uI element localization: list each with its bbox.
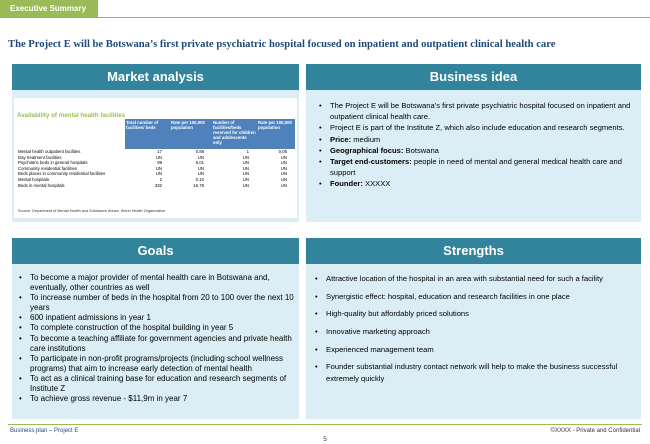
table-cell: UN <box>280 165 287 171</box>
page-headline: The Project E will be Botswana’s first private psychiatric hospital focused on inpatient and outpatient clinical health care <box>8 39 556 50</box>
strengths-list <box>312 273 638 391</box>
item-text: medium <box>353 134 381 144</box>
table-cell: Beds in mental hospitals <box>18 182 65 188</box>
table-cell: UN <box>280 182 287 188</box>
item-text: XXXXX <box>365 179 391 189</box>
table-cell: UN <box>242 182 249 188</box>
table-cell: UN <box>197 171 204 177</box>
list-item: • Innovative marketing approach <box>312 326 638 338</box>
table-cell: 1 <box>246 149 249 154</box>
strengths-title: Strengths <box>306 238 641 264</box>
table-cell: 0.10 <box>195 176 204 182</box>
table-cell: UN <box>197 154 204 160</box>
list-item: • To achieve gross revenue - $11,9m in year 7 <box>16 394 296 404</box>
table-cell: Beds places in community residential facilities <box>18 171 106 177</box>
table-cell: 16.79 <box>193 182 204 188</box>
item-label: Geographical focus: <box>330 145 404 155</box>
table-header-cell: Rate per 100,000 population <box>257 119 295 149</box>
business-idea-list <box>316 100 638 190</box>
business-idea-title: Business idea <box>306 64 641 90</box>
list-item: • Experienced management team <box>312 344 638 356</box>
strengths-panel <box>306 238 641 419</box>
item-label: Founder: <box>330 179 363 189</box>
list-item: • Founder substantial industry contact network will help to make the business successful extremely quickly <box>312 361 638 384</box>
list-item: • To participate in non-profit programs/projects (including school wellness programs) that aim to increase early detection of mental health <box>16 354 296 374</box>
goals-title: Goals <box>12 238 299 264</box>
footer-divider <box>8 424 642 425</box>
table-cell: UN <box>280 154 287 160</box>
list-item: • To act as a clinical training base for education and research segments of Institute Z <box>16 374 296 394</box>
market-analysis-title: Market analysis <box>12 64 299 90</box>
table-cell: UN <box>197 165 204 171</box>
table-cell: 332 <box>154 182 162 188</box>
table-header-row <box>17 119 295 149</box>
table-cell: UN <box>242 171 249 177</box>
mental-health-facilities-table <box>17 119 295 188</box>
table-header-cell: Number of facilities/beds reserved for children and adolescents only <box>212 119 257 149</box>
table-cell: Day treatment facilities <box>18 154 62 160</box>
item-text: people in need of mental and general medical health care and support <box>330 157 622 178</box>
business-idea-panel <box>306 64 641 222</box>
goals-panel <box>12 238 299 419</box>
list-item: • To become a teaching affiliate for government agencies and private health care institutions <box>16 334 296 354</box>
item-label: Price: <box>330 134 352 144</box>
table-cell: 0.05 <box>278 149 287 154</box>
table-header-cell: Rate per 100,000 population <box>170 119 212 149</box>
table-cell: UN <box>155 171 162 177</box>
table-cell: 99 <box>157 160 162 166</box>
footer-copyright: ©XXXX - Private and Confidential <box>550 428 640 434</box>
list-item: • To complete construction of the hospital building in year 5 <box>16 323 296 333</box>
list-item: • Attractive location of the hospital in an area with substantial need for such a facility <box>312 273 638 285</box>
table-cell: Community residential facilities <box>18 165 77 171</box>
table-cell: 2 <box>159 176 162 182</box>
table-cell: 0.88 <box>195 149 204 154</box>
list-item: • 600 inpatient admissions in year 1 <box>16 313 296 323</box>
table-cell: UN <box>280 176 287 182</box>
table-cell: 17 <box>157 149 162 154</box>
table-header-cell <box>17 119 125 149</box>
table-cell: UN <box>280 160 287 166</box>
list-item <box>316 156 638 178</box>
table-cell: UN <box>242 165 249 171</box>
list-item <box>316 178 638 189</box>
header-divider <box>98 17 650 18</box>
table-cell: Psychiatric beds in general hospitals <box>18 160 88 166</box>
list-item: • High-quality but affordably priced solutions <box>312 308 638 320</box>
table-header-cell: Total number of facilities/ beds <box>125 119 170 149</box>
item-text: Project E is part of the Institute Z, which also include education and research segments. <box>330 123 625 133</box>
market-analysis-panel <box>12 64 299 222</box>
goals-list <box>16 273 296 404</box>
table-cell: 5.01 <box>195 160 204 166</box>
table-cell: UN <box>155 154 162 160</box>
list-item <box>316 100 638 122</box>
table-cell: Mental health outpatient facilities <box>18 149 81 154</box>
table-row <box>17 183 295 189</box>
table-cell: UN <box>280 171 287 177</box>
item-text: Botswana <box>405 145 439 155</box>
section-tab: Executive Summary <box>0 0 98 18</box>
table-source-note: Source: Department of Mental Health and Substance Abuse, World Health Organization <box>18 209 166 213</box>
table-cell: UN <box>242 176 249 182</box>
market-table-card <box>14 98 297 218</box>
table-cell: Mental hospitals <box>18 176 50 182</box>
footer-doc-title: Business plan – Project E <box>10 428 79 434</box>
table-cell: UN <box>242 160 249 166</box>
table-cell: UN <box>242 154 249 160</box>
item-text: The Project E will be Botswana’s first private psychiatric hospital focused on inpatient and outpatient clinical health care. <box>330 101 631 122</box>
list-item: • To increase number of beds in the hospital from 20 to 100 over the next 10 years <box>16 293 296 313</box>
market-table-title: Availability of mental health facilities <box>17 112 126 119</box>
item-label: Target end-customers: <box>330 157 412 167</box>
list-item: • To become a major provider of mental health care in Botswana and, eventually, other countries as well <box>16 273 296 293</box>
list-item <box>316 134 638 145</box>
list-item <box>316 145 638 156</box>
table-cell: UN <box>155 165 162 171</box>
page-number: 5 <box>323 437 327 443</box>
list-item <box>316 122 638 133</box>
list-item: • Synergistic effect: hospital, education and research facilities in one place <box>312 291 638 303</box>
